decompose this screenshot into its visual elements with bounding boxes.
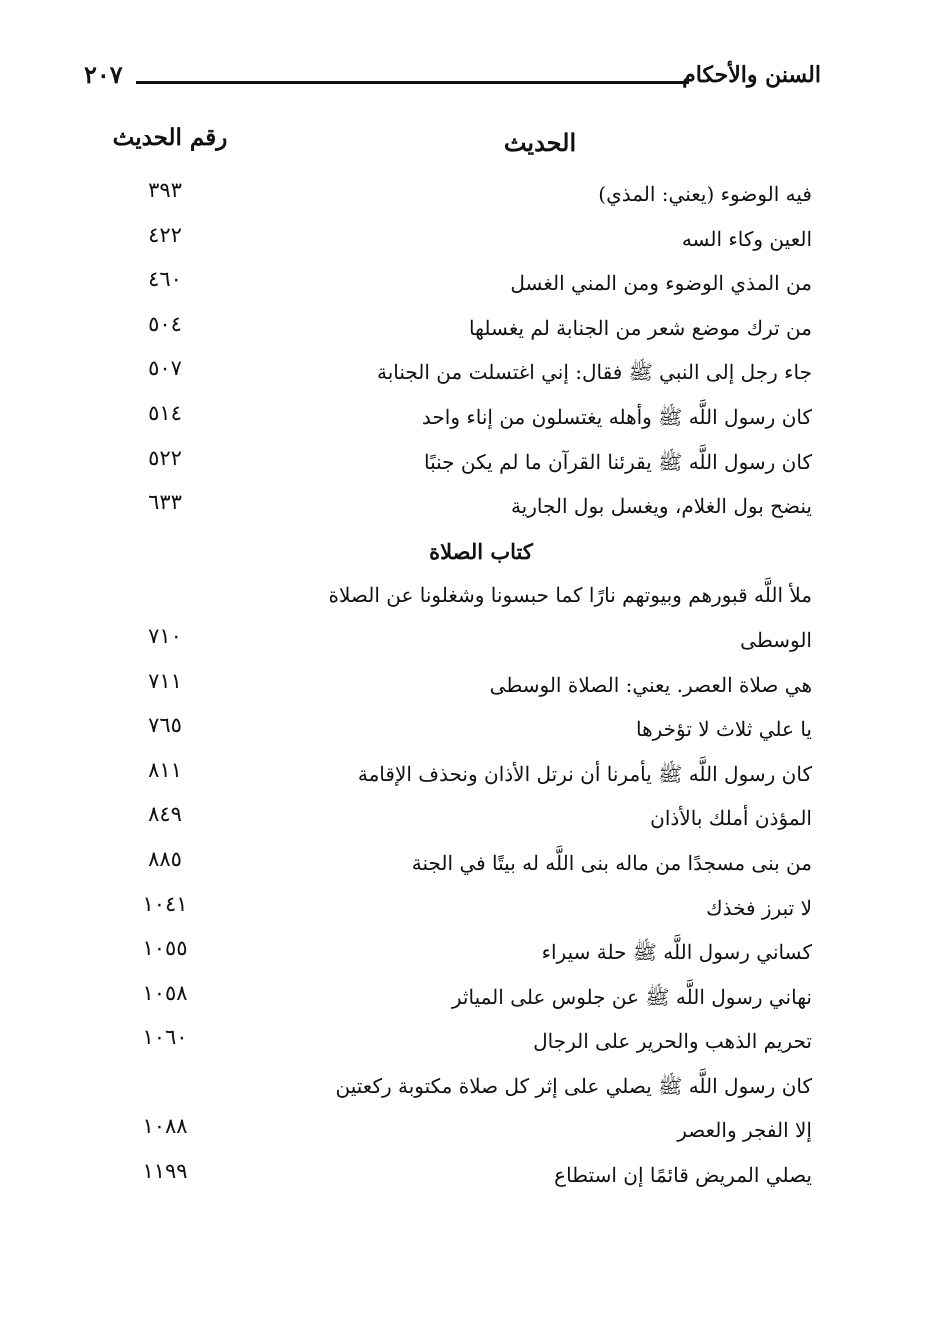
page-header — [84, 56, 821, 104]
hadith-number: ٤٢٢ — [148, 222, 182, 247]
hadith-row — [100, 356, 822, 401]
hadith-number: ٧٦٥ — [148, 713, 182, 738]
hadith-text: كان رسول اللَّه ﷺ يقرئنا القرآن ما لم يكن جنبًا — [424, 449, 812, 474]
hadith-row — [100, 446, 822, 491]
hadith-row — [100, 1025, 822, 1070]
hadith-number: ٨٨٥ — [148, 846, 182, 871]
hadith-number: ١٠٨٨ — [142, 1114, 188, 1139]
hadith-number: ٤٦٠ — [148, 267, 182, 292]
hadith-text: فيه الوضوء (يعني: المذي) — [598, 182, 812, 206]
hadith-text: نهاني رسول اللَّه ﷺ عن جلوس على المياثر — [451, 984, 812, 1009]
hadith-row — [100, 1070, 822, 1115]
hadith-text: إلا الفجر والعصر — [677, 1118, 812, 1143]
hadith-number: ٣٩٣ — [148, 178, 182, 202]
hadith-row — [100, 802, 822, 847]
hadith-row — [100, 223, 822, 268]
hadith-row — [100, 847, 822, 892]
hadith-number: ١٠٦٠ — [142, 1025, 188, 1050]
hadith-number: ٧١٠ — [148, 623, 182, 648]
hadith-text: العين وكاء السه — [681, 226, 812, 251]
running-title: السنن والأحكام — [682, 62, 821, 88]
hadith-text: هي صلاة العصر. يعني: الصلاة الوسطى — [489, 672, 812, 697]
hadith-row — [100, 579, 822, 624]
hadith-row — [100, 624, 822, 669]
hadith-row — [100, 892, 822, 937]
hadith-number: ١٠٤١ — [142, 891, 188, 916]
section-heading-row — [100, 535, 822, 580]
hadith-number: ٥٠٧ — [148, 356, 182, 381]
hadith-index-list — [100, 178, 822, 1204]
hadith-text: من بنى مسجدًا من ماله بنى اللَّه له بيتًا في الجنة — [411, 850, 812, 875]
hadith-text: تحريم الذهب والحرير على الرجال — [533, 1029, 812, 1054]
hadith-text: يصلي المريض قائمًا إن استطاع — [554, 1163, 812, 1188]
hadith-text: جاء رجل إلى النبي ﷺ فقال: إني اغتسلت من الجنابة — [376, 360, 812, 385]
header-rule — [136, 81, 689, 84]
hadith-number: ١١٩٩ — [142, 1159, 188, 1184]
hadith-number: ٦٣٣ — [148, 490, 182, 515]
hadith-row — [100, 1114, 822, 1159]
hadith-row — [100, 936, 822, 981]
hadith-text: كان رسول اللَّه ﷺ يأمرنا أن نرتل الأذان ونحذف الإقامة — [357, 761, 812, 786]
hadith-text: لا تبرز فخذك — [706, 895, 812, 920]
hadith-text: المؤذن أملك بالأذان — [650, 806, 812, 831]
hadith-number: ٥١٤ — [148, 400, 182, 425]
hadith-number: ٥٠٤ — [148, 311, 182, 336]
hadith-row — [100, 267, 822, 312]
hadith-row — [100, 401, 822, 446]
hadith-row — [100, 312, 822, 357]
hadith-text: كان رسول اللَّه ﷺ يصلي على إثر كل صلاة مكتوبة ركعتين — [335, 1073, 812, 1098]
hadith-row — [100, 981, 822, 1026]
hadith-row — [100, 1159, 822, 1204]
hadith-row — [100, 178, 822, 223]
hadith-row — [100, 490, 822, 535]
hadith-row — [100, 669, 822, 714]
column-heading-number: رقم الحديث — [112, 124, 228, 151]
hadith-number: ٨٤٩ — [148, 802, 182, 827]
hadith-text: كان رسول اللَّه ﷺ وأهله يغتسلون من إناء واحد — [421, 404, 812, 429]
hadith-number: ٥٢٢ — [148, 445, 182, 470]
hadith-text: ملأ اللَّه قبورهم وبيوتهم نارًا كما حبسونا وشغلونا عن الصلاة — [328, 583, 812, 608]
hadith-text: من ترك موضع شعر من الجنابة لم يغسلها — [469, 315, 812, 340]
section-heading: كتاب الصلاة — [429, 538, 533, 564]
hadith-number: ٨١١ — [148, 757, 182, 782]
hadith-text: ينضح بول الغلام، ويغسل بول الجارية — [510, 494, 812, 519]
hadith-text: من المذي الوضوء ومن المني الغسل — [510, 271, 812, 296]
page-number: ٢٠٧ — [84, 60, 123, 89]
hadith-number: ١٠٥٨ — [142, 980, 188, 1005]
hadith-row — [100, 758, 822, 803]
hadith-text: كساني رسول اللَّه ﷺ حلة سيراء — [541, 940, 812, 965]
hadith-number: ٧١١ — [148, 668, 182, 693]
hadith-row — [100, 713, 822, 758]
hadith-text: يا علي ثلاث لا تؤخرها — [636, 717, 812, 742]
hadith-text: الوسطى — [740, 627, 812, 652]
column-heading-hadith: الحديث — [503, 128, 577, 157]
hadith-number: ١٠٥٥ — [142, 936, 188, 961]
